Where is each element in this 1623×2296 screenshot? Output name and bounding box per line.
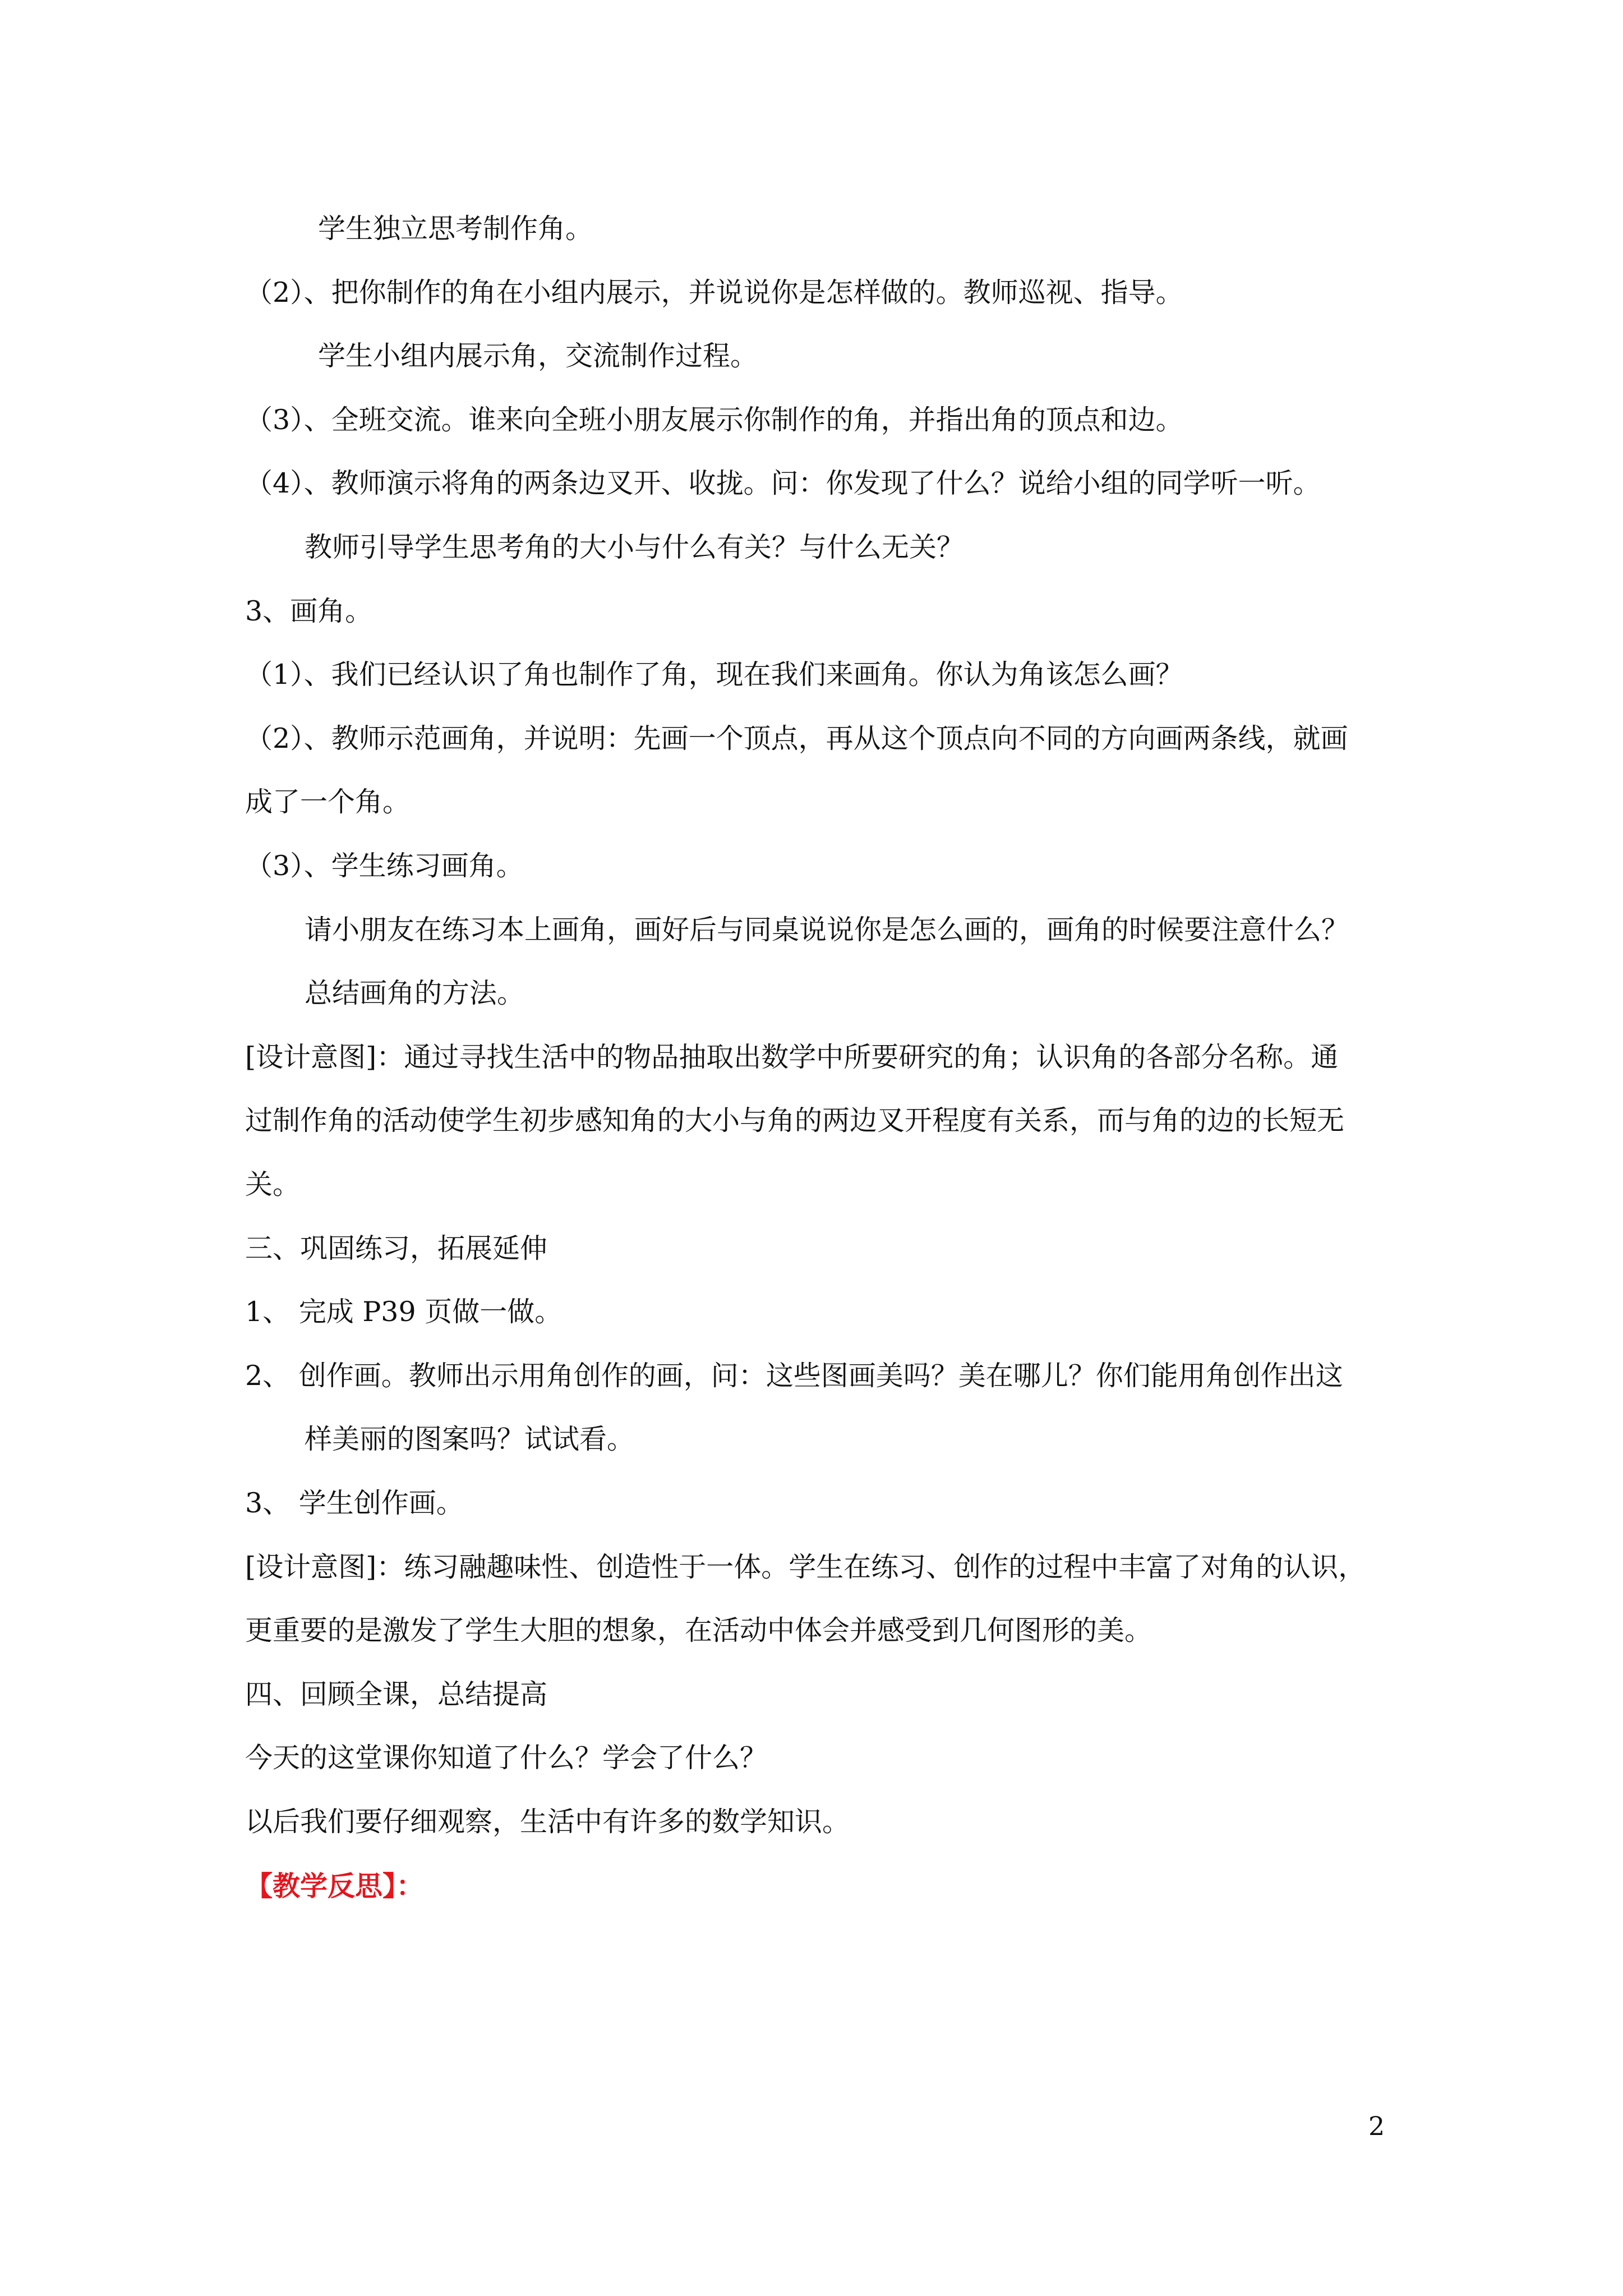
design-intent-line: [设计意图]：通过寻找生活中的物品抽取出数学中所要研究的角；认识角的各部分名称。通: [245, 1041, 1339, 1073]
text-line: 学生独立思考制作角。: [318, 213, 593, 245]
text-line: 1、 完成 P39 页做一做。: [245, 1296, 562, 1328]
design-intent-line: 过制作角的活动使学生初步感知角的大小与角的两边叉开程度有关系，而与角的边的长短无: [245, 1105, 1345, 1137]
text-line: （3）、学生练习画角。: [245, 850, 524, 882]
page-number: 2: [1368, 2111, 1385, 2141]
text-line: （3）、全班交流。谁来向全班小朋友展示你制作的角，并指出角的顶点和边。: [245, 404, 1183, 436]
section-heading: 四、回顾全课，总结提高: [245, 1678, 548, 1710]
section-heading: 三、巩固练习，拓展延伸: [245, 1232, 548, 1264]
text-line: 以后我们要仔细观察，生活中有许多的数学知识。: [245, 1806, 850, 1838]
text-line: 总结画角的方法。: [305, 977, 525, 1009]
design-intent-line: [设计意图]：练习融趣味性、创造性于一体。学生在练习、创作的过程中丰富了对角的认识，: [245, 1551, 1366, 1583]
text-line: （2）、教师示范画角，并说明：先画一个顶点，再从这个顶点向不同的方向画两条线，就画: [245, 723, 1348, 754]
reflection-heading: 【教学反思】：: [245, 1870, 424, 1902]
section-heading: 3、画角。: [245, 595, 373, 627]
text-line: 2、 创作画。教师出示用角创作的画，问：这些图画美吗？美在哪儿？你们能用角创作出这: [245, 1360, 1343, 1392]
design-intent-line: 更重要的是激发了学生大胆的想象，在活动中体会并感受到几何图形的美。: [245, 1614, 1152, 1646]
text-line: 请小朋友在练习本上画角，画好后与同桌说说你是怎么画的，画角的时候要注意什么？: [305, 914, 1349, 946]
text-line: （2）、把你制作的角在小组内展示，并说说你是怎样做的。教师巡视、指导。: [245, 277, 1183, 309]
text-line: 学生小组内展示角，交流制作过程。: [318, 340, 758, 372]
text-line: 样美丽的图案吗？试试看。: [305, 1423, 635, 1455]
text-line: （4）、教师演示将角的两条边叉开、收拢。问：你发现了什么？说给小组的同学听一听。: [245, 467, 1321, 499]
text-line: 3、 学生创作画。: [245, 1487, 464, 1519]
design-intent-line: 关。: [245, 1168, 301, 1200]
text-line: （1）、我们已经认识了角也制作了角，现在我们来画角。你认为角该怎么画？: [245, 659, 1183, 691]
text-line: 教师引导学生思考角的大小与什么有关？与什么无关？: [305, 531, 965, 563]
text-line: 今天的这堂课你知道了什么？学会了什么？: [245, 1742, 768, 1774]
text-line: 成了一个角。: [245, 786, 411, 818]
